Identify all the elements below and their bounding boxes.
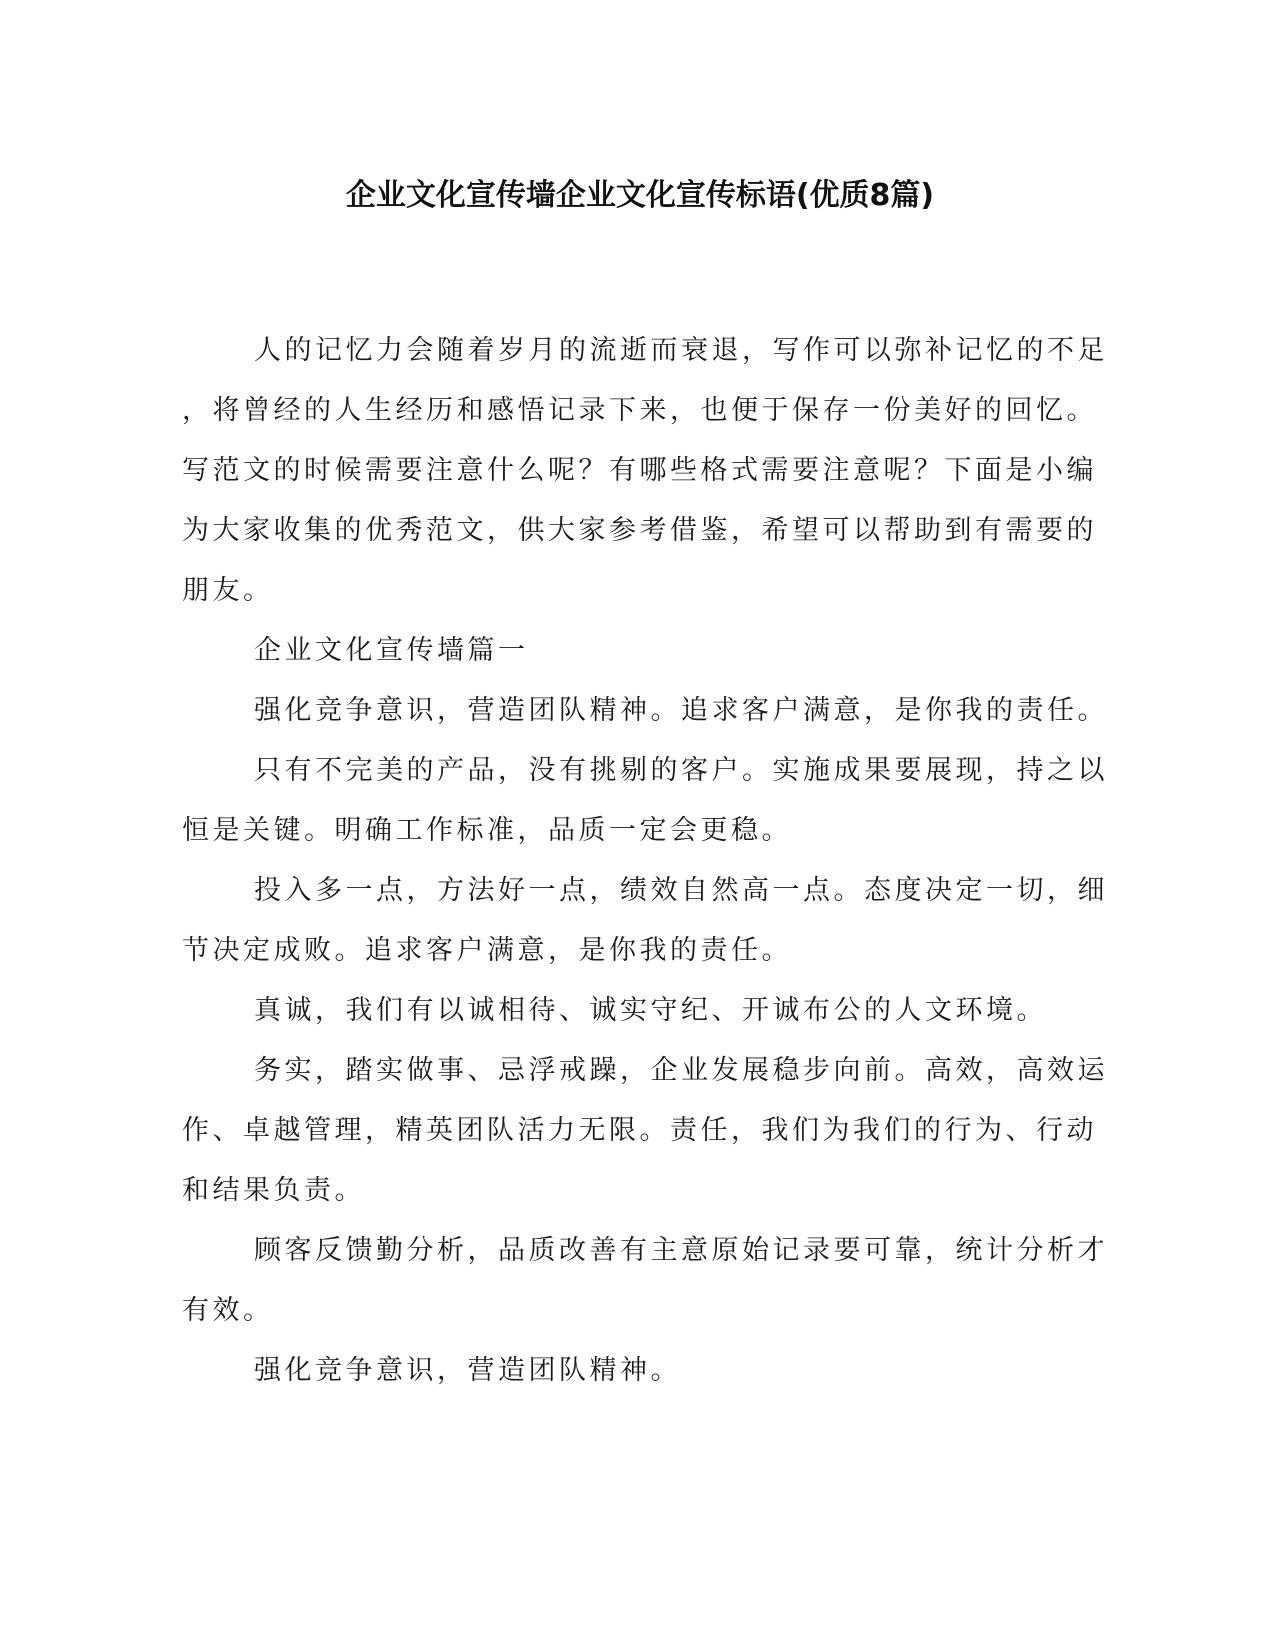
section-heading: 企业文化宣传墙篇一 xyxy=(254,635,529,666)
document-title: 企业文化宣传墙企业文化宣传标语(优质8篇) xyxy=(345,178,935,213)
text-line: 强化竞争意识，营造团队精神。 xyxy=(254,1355,681,1386)
text-line: 节决定成败。追求客户满意，是你我的责任。 xyxy=(182,935,792,966)
text-line: 只有不完美的产品，没有挑剔的客户。实施成果要展现，持之以 xyxy=(254,755,1108,786)
text-line: ，将曾经的人生经历和感悟记录下来，也便于保存一份美好的回忆。 xyxy=(182,395,1097,426)
text-line: 顾客反馈勤分析，品质改善有主意原始记录要可靠，统计分析才 xyxy=(254,1235,1108,1266)
text-line: 强化竞争意识，营造团队精神。追求客户满意，是你我的责任。 xyxy=(254,695,1108,726)
text-line: 人的记忆力会随着岁月的流逝而衰退，写作可以弥补记忆的不足 xyxy=(254,335,1108,366)
document-body xyxy=(182,321,1108,1401)
text-line: 投入多一点，方法好一点，绩效自然高一点。态度决定一切，细 xyxy=(254,875,1108,906)
text-line: 和结果负责。 xyxy=(182,1175,365,1206)
text-line: 务实，踏实做事、忌浮戒躁，企业发展稳步向前。高效，高效运 xyxy=(254,1055,1108,1086)
text-line: 作、卓越管理，精英团队活力无限。责任，我们为我们的行为、行动 xyxy=(182,1115,1097,1146)
text-line: 真诚，我们有以诚相待、诚实守纪、开诚布公的人文环境。 xyxy=(254,995,1047,1026)
text-line: 恒是关键。明确工作标准，品质一定会更稳。 xyxy=(182,815,792,846)
text-line: 写范文的时候需要注意什么呢？有哪些格式需要注意呢？下面是小编 xyxy=(182,455,1097,486)
text-line: 为大家收集的优秀范文，供大家参考借鉴，希望可以帮助到有需要的 xyxy=(182,515,1097,546)
text-line: 有效。 xyxy=(182,1295,274,1326)
text-line: 朋友。 xyxy=(182,575,274,606)
